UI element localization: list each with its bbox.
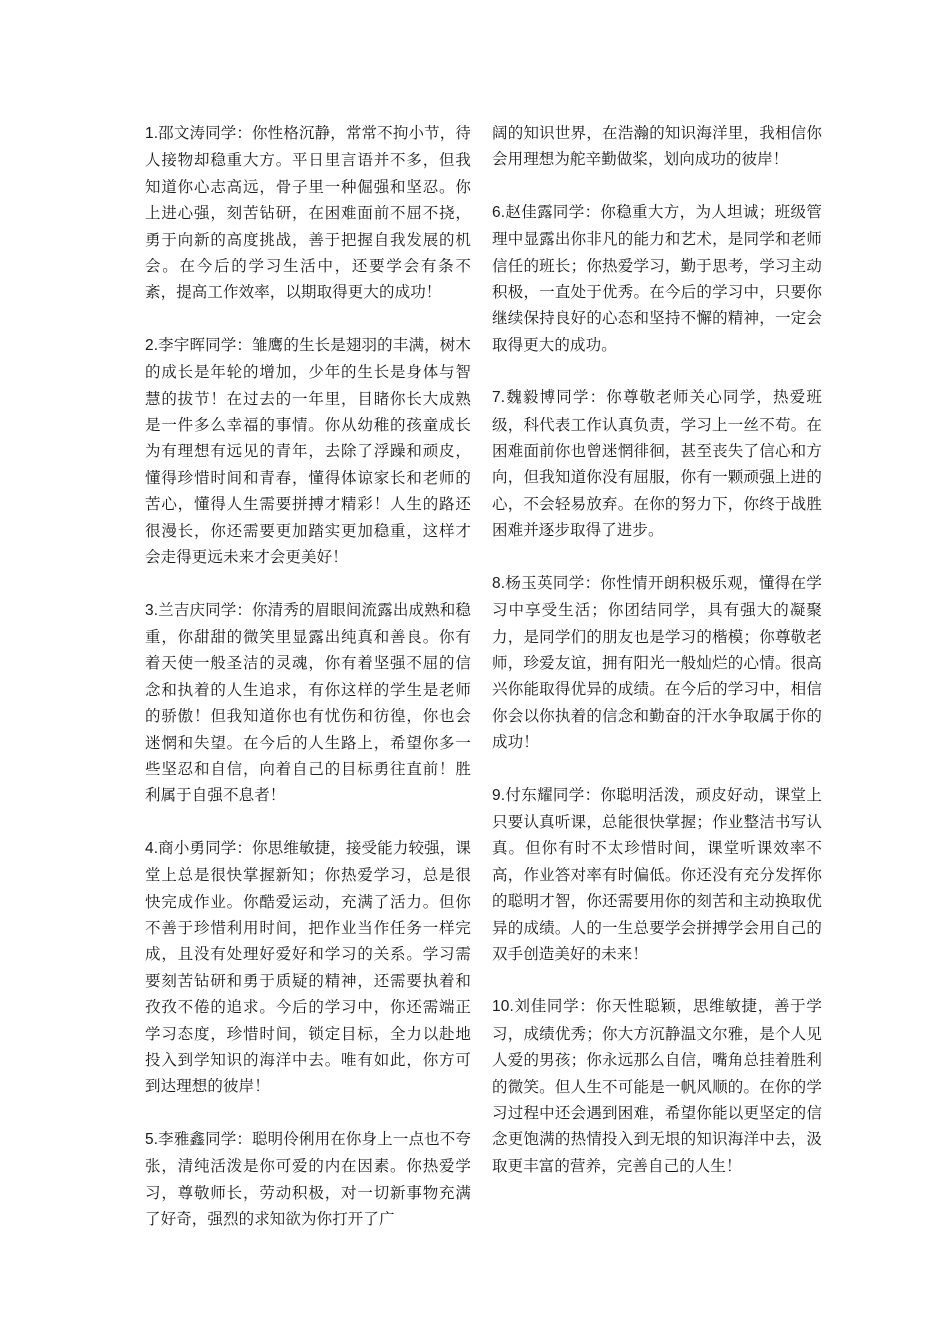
comment-paragraph-5-continued: [492, 120, 822, 173]
paragraph-text: 邵文涛同学：你性格沉静，常常不拘小节，待人接物却稳重大方。平日里言语并不多，但我知道你心志高远，骨子里一种倔强和坚忍。你上进心强，刻苦钻研，在困难面前不屈不挠，勇于向新的高度挑战，善于把握自我发展的机会。在今后的学习生活中，还要学会有条不紊，提高工作效率，以期取得更大的成功！: [145, 124, 471, 302]
paragraph-text: 付东耀同学：你聪明活泼，顽皮好动，课堂上只要认真听课，总能很快掌握；作业整洁书写认真。但你有时不太珍惜时间，课堂听课效率不高，作业答对率有时偏低。你还没有充分发挥你的聪明才智，你还需要用你的刻苦和主动换取优异的成绩。人的一生总要学会拼搏学会用自己的双手创造美好的未来！: [492, 785, 822, 963]
comment-paragraph-3: [145, 597, 471, 809]
paragraph-number: 1.: [145, 125, 159, 142]
right-column: [492, 120, 822, 1205]
paragraph-text: 商小勇同学：你思维敏捷，接受能力较强，课堂上总是很快掌握新知；你热爱学习，总是很快完成作业。你酷爱运动，充满了活力。但你不善于珍惜利用时间，把作业当作任务一样完成，且没有处理好爱好和学习的关系。学习需要刻苦钻研和勇于质疑的精神，还需要执着和孜孜不倦的追求。今后的学习中，你还需端正学习态度，珍惜时间，锁定目标，全力以赴地投入到学知识的海洋中去。唯有如此，你方可到达理想的彼岸！: [145, 838, 471, 1096]
left-column: [145, 120, 471, 1258]
comment-paragraph-2: [145, 332, 471, 571]
paragraph-text: 杨玉英同学：你性情开朗积极乐观，懂得在学习中享受生活；你团结同学，具有强大的凝聚力，是同学们的朋友也是学习的楷模；你尊敬老师，珍爱友谊，拥有阳光一般灿烂的心情。很高兴你能取得优异的成绩。在今后的学习中，相信你会以你执着的信念和勤奋的汗水争取属于你的成功！: [492, 573, 822, 752]
comment-paragraph-4: [145, 835, 471, 1100]
paragraph-number: 5.: [145, 1130, 159, 1148]
paragraph-number: 2.: [145, 336, 159, 354]
comment-paragraph-10: [492, 993, 822, 1179]
paragraph-number: 7.: [492, 389, 506, 407]
paragraph-number: 8.: [492, 574, 506, 592]
paragraph-text: 赵佳露同学：你稳重大方，为人坦诚；班级管理中显露出你非凡的能力和艺术，是同学和老师信任的班长；你热爱学习，勤于思考，学习主动积极，一直处于优秀。在今后的学习中，只要你继续保持良好的心态和坚持不懈的精神，一定会取得更大的成功。: [492, 202, 822, 354]
paragraph-number: 6.: [492, 203, 506, 221]
paragraph-text: 李宇晖同学：雏鹰的生长是翅羽的丰满，树木的成长是年轮的增加，少年的生长是身体与智慧的拔节！在过去的一年里，目睹你长大成熟是一件多么幸福的事情。你从幼稚的孩童成长为有理想有远见的青年，去除了浮躁和顽皮，懂得珍惜时间和青春，懂得体谅家长和老师的苦心，懂得人生需要拼搏才精彩！人生的路还很漫长，你还需要更加踏实更加稳重，这样才会走得更远未来才会更美好！: [145, 335, 471, 567]
paragraph-text: 兰吉庆同学：你清秀的眉眼间流露出成熟和稳重，你甜甜的微笑里显露出纯真和善良。你有着天使一般圣洁的灵魂，你有着坚强不屈的信念和执着的人生追求，有你这样的学生是老师的骄傲！但我知道你也有忧伤和彷徨，你也会迷惘和失望。在今后的人生路上，希望你多一些坚忍和自信，向着自己的目标勇往直前！胜利属于自强不息者！: [145, 600, 471, 805]
paragraph-text: 阔的知识世界，在浩瀚的知识海洋里，我相信你会用理想为舵辛勤做桨，划向成功的彼岸！: [492, 124, 822, 169]
comment-paragraph-6: [492, 199, 822, 358]
paragraph-text: 魏毅博同学：你尊敬老师关心同学，热爱班级，科代表工作认真负责，学习上一丝不苟。在困难面前你也曾迷惘徘徊，甚至丧失了信心和方向，但我知道你没有屈服，你有一颗顽强上进的心，不会轻易放弃。在你的努力下，你终于战胜困难并逐步取得了进步。: [492, 388, 822, 540]
comment-paragraph-1: [145, 120, 471, 306]
paragraph-text: 刘佳同学：你天性聪颖，思维敏捷，善于学习，成绩优秀；你大方沉静温文尔雅，是个人见人爱的男孩；你永远那么自信，嘴角总挂着胜利的微笑。但人生不可能是一帆风顺的。在你的学习过程中还会遇到困难，希望你能以更坚定的信念更饱满的热情投入到无垠的知识海洋中去，汲取更丰富的营养，完善自己的人生！: [492, 997, 822, 1175]
paragraph-number: 9.: [492, 786, 506, 804]
comment-paragraph-7: [492, 384, 822, 543]
paragraph-number: 4.: [145, 839, 159, 857]
paragraph-number: 10.: [492, 998, 514, 1016]
comment-paragraph-5: [145, 1126, 471, 1233]
paragraph-number: 3.: [145, 601, 159, 619]
comment-paragraph-8: [492, 570, 822, 756]
paragraph-text: 李雅鑫同学：聪明伶俐用在你身上一点也不夸张，清纯活泼是你可爱的内在因素。你热爱学习，尊敬师长，劳动积极，对一切新事物充满了好奇，强烈的求知欲为你打开了广: [145, 1129, 471, 1229]
comment-paragraph-9: [492, 782, 822, 968]
